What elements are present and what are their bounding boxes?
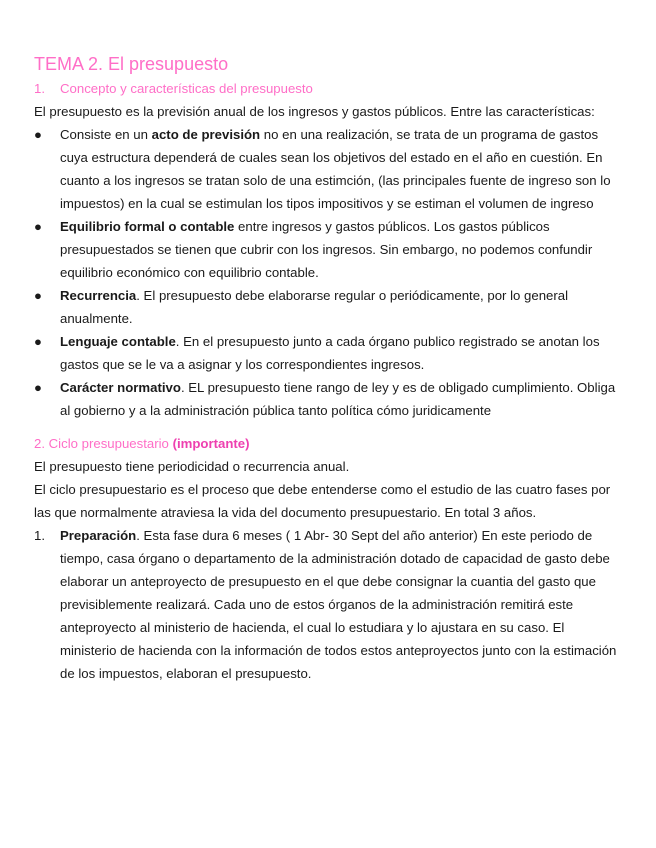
item-text-pre: Consiste en un bbox=[60, 127, 152, 142]
item-term: Preparación bbox=[60, 528, 137, 543]
characteristics-list bbox=[34, 123, 622, 422]
list-item bbox=[34, 123, 622, 215]
item-term: Recurrencia bbox=[60, 288, 137, 303]
section2-heading-text: 2. Ciclo presupuestario bbox=[34, 436, 169, 451]
item-text: entre ingresos y gastos públicos. Los gastos públicos presupuestados se tienen que cubrir con los ingresos. Sin embargo, no podemos confundir equilibrio económico con equilibrio contable. bbox=[60, 219, 593, 280]
list-item bbox=[34, 376, 622, 422]
section2-para2: El ciclo presupuestario es el proceso que debe entenderse como el estudio de las cuatro fases por las que normalmente atraviesa la vida del documento presupuestario. En total 3 años. bbox=[34, 482, 611, 520]
item-term: acto de previsión bbox=[151, 127, 261, 142]
bullet-icon: ● bbox=[34, 288, 42, 303]
list-item bbox=[34, 215, 622, 284]
section1-heading-text: Concepto y características del presupuesto bbox=[60, 81, 313, 96]
item-number: 1. bbox=[34, 528, 45, 543]
bullet-icon: ● bbox=[34, 219, 42, 234]
item-text: . Esta fase dura 6 meses ( 1 Abr- 30 Sept del año anterior) En este periodo de tiempo, casa órgano o departamento de la administración dotado de capacidad de gasto debe elaborar un anteproyecto de presupuesto en el que debe consignar la cuantia del gasto que previsiblemente realizará. Cada uno de estos órganos de la administración remitirá este anteproyecto al ministerio de hacienda, el cual lo estudiara y lo ajustara en su caso. El ministerio de hacienda con la información de todos estos anteproyectos junto con la estimación de los impuestos, elaboran el presupuesto. bbox=[60, 528, 617, 681]
section1-heading bbox=[34, 81, 622, 96]
bullet-icon: ● bbox=[34, 334, 42, 349]
bullet-icon: ● bbox=[34, 380, 42, 395]
section2-para1: El presupuesto tiene periodicidad o recurrencia anual. bbox=[34, 459, 350, 474]
important-tag: (importante) bbox=[172, 436, 250, 451]
section1-intro: El presupuesto es la previsión anual de los ingresos y gastos públicos. Entre las características: bbox=[34, 104, 595, 119]
list-item bbox=[34, 330, 622, 376]
item-text: no en una realización, se trata de un programa de gastos cuya estructura dependerá de cuales sean los objetivos del estado en el año en cuestión. En cuanto a los ingresos se tratan solo de una estimción, (las principales fuente de ingreso son lo impuestos) en la cual se estimulan los tipos impositivos y se estiman el volumen de ingreso bbox=[60, 127, 611, 211]
phases-list bbox=[34, 524, 622, 685]
item-term: Lenguaje contable bbox=[60, 334, 176, 349]
list-item bbox=[34, 524, 622, 685]
item-term: Carácter normativo bbox=[60, 380, 181, 395]
item-term: Equilibrio formal o contable bbox=[60, 219, 235, 234]
section1-number: 1. bbox=[34, 81, 45, 96]
bullet-icon: ● bbox=[34, 127, 42, 142]
section2-heading bbox=[34, 436, 622, 451]
item-text: . En el presupuesto junto a cada órgano publico registrado se anotan los gastos que se le va a asignar y los correspondientes ingresos. bbox=[60, 334, 600, 372]
list-item bbox=[34, 284, 622, 330]
item-text: . El presupuesto debe elaborarse regular o periódicamente, por lo general anualmente. bbox=[60, 288, 569, 326]
item-text: . EL presupuesto tiene rango de ley y es de obligado cumplimiento. Obliga al gobierno y a la administración pública tanto política cómo juridicamente bbox=[60, 380, 616, 418]
document-title: TEMA 2. El presupuesto bbox=[34, 54, 229, 74]
section-spacer bbox=[34, 422, 622, 436]
